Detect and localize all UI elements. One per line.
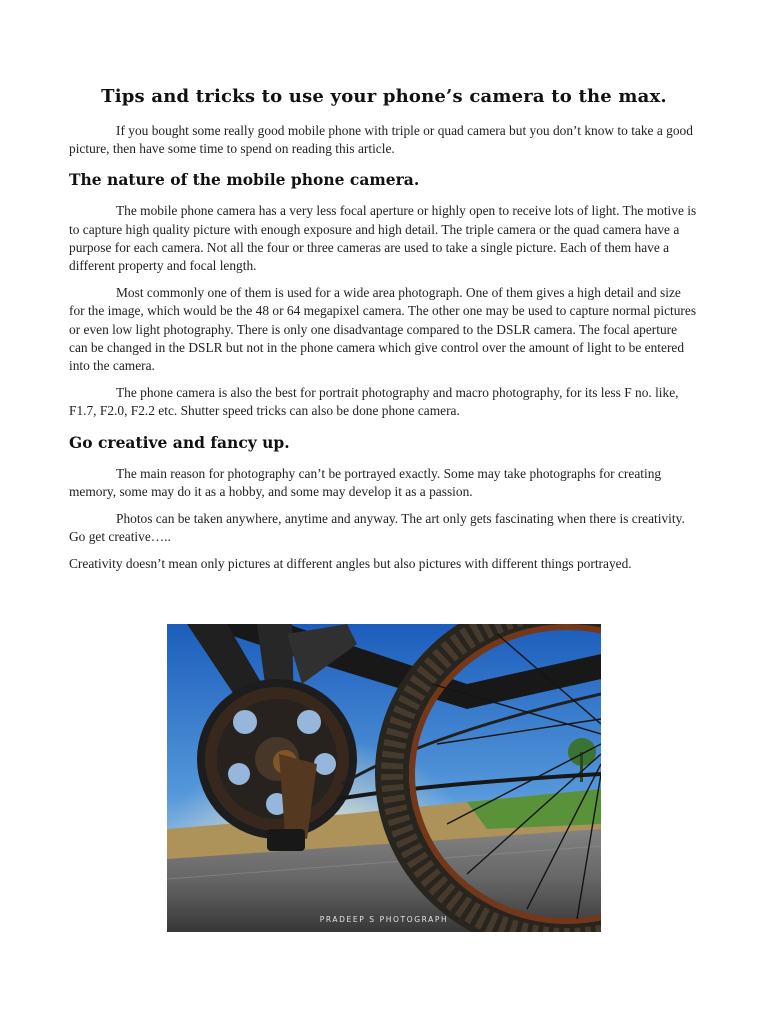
photo-illustration [167,624,601,932]
section-heading-camera-nature: The nature of the mobile phone camera. [69,170,420,190]
paragraph: Photos can be taken anywhere, anytime and anyway. The art only gets fascinating when there is creativity. Go get creative….. [69,511,685,545]
intro-paragraph: If you bought some really good mobile phone with triple or quad camera but you don’t know to take a good picture, then have some time to spend on reading this article. [69,123,693,157]
paragraph: The phone camera is also the best for portrait photography and macro photography, for its less F no. like, F1.7, F2.0, F2.2 etc. Shutter speed tricks can also be done phone camera. [69,385,679,419]
paragraph: Most commonly one of them is used for a wide area photograph. One of them gives a high detail and size for the image, which would be the 48 or 64 megapixel camera. The other one may be used to capture normal pictures or even low light photography. There is only one disadvantage compared to the DSLR camera. The focal aperture can be changed in the DSLR but not in the phone camera which give control over the amount of light to be entered into the camera. [69,285,697,374]
document-title: Tips and tricks to use your phone’s camera to the max. [101,86,667,107]
section-heading-go-creative: Go creative and fancy up. [69,432,290,452]
paragraph: Creativity doesn’t mean only pictures at different angles but also pictures with different things portrayed. [69,556,632,572]
article-body [69,122,698,583]
photo-watermark: PRADEEP S PHOTOGRAPH [319,915,449,924]
paragraph: The main reason for photography can’t be portrayed exactly. Some may take photographs for creating memory, some may do it as a hobby, and some may develop it as a passion. [69,465,662,499]
bicycle-wheel-photo [167,624,601,932]
paragraph: The mobile phone camera has a very less focal aperture or highly open to receive lots of light. The motive is to capture high quality picture with enough exposure and high detail. The triple camera or the quad camera have a purpose for each camera. Not all the four or three cameras are used to take a single picture. Each of them have a different property and focal length. [69,203,697,274]
